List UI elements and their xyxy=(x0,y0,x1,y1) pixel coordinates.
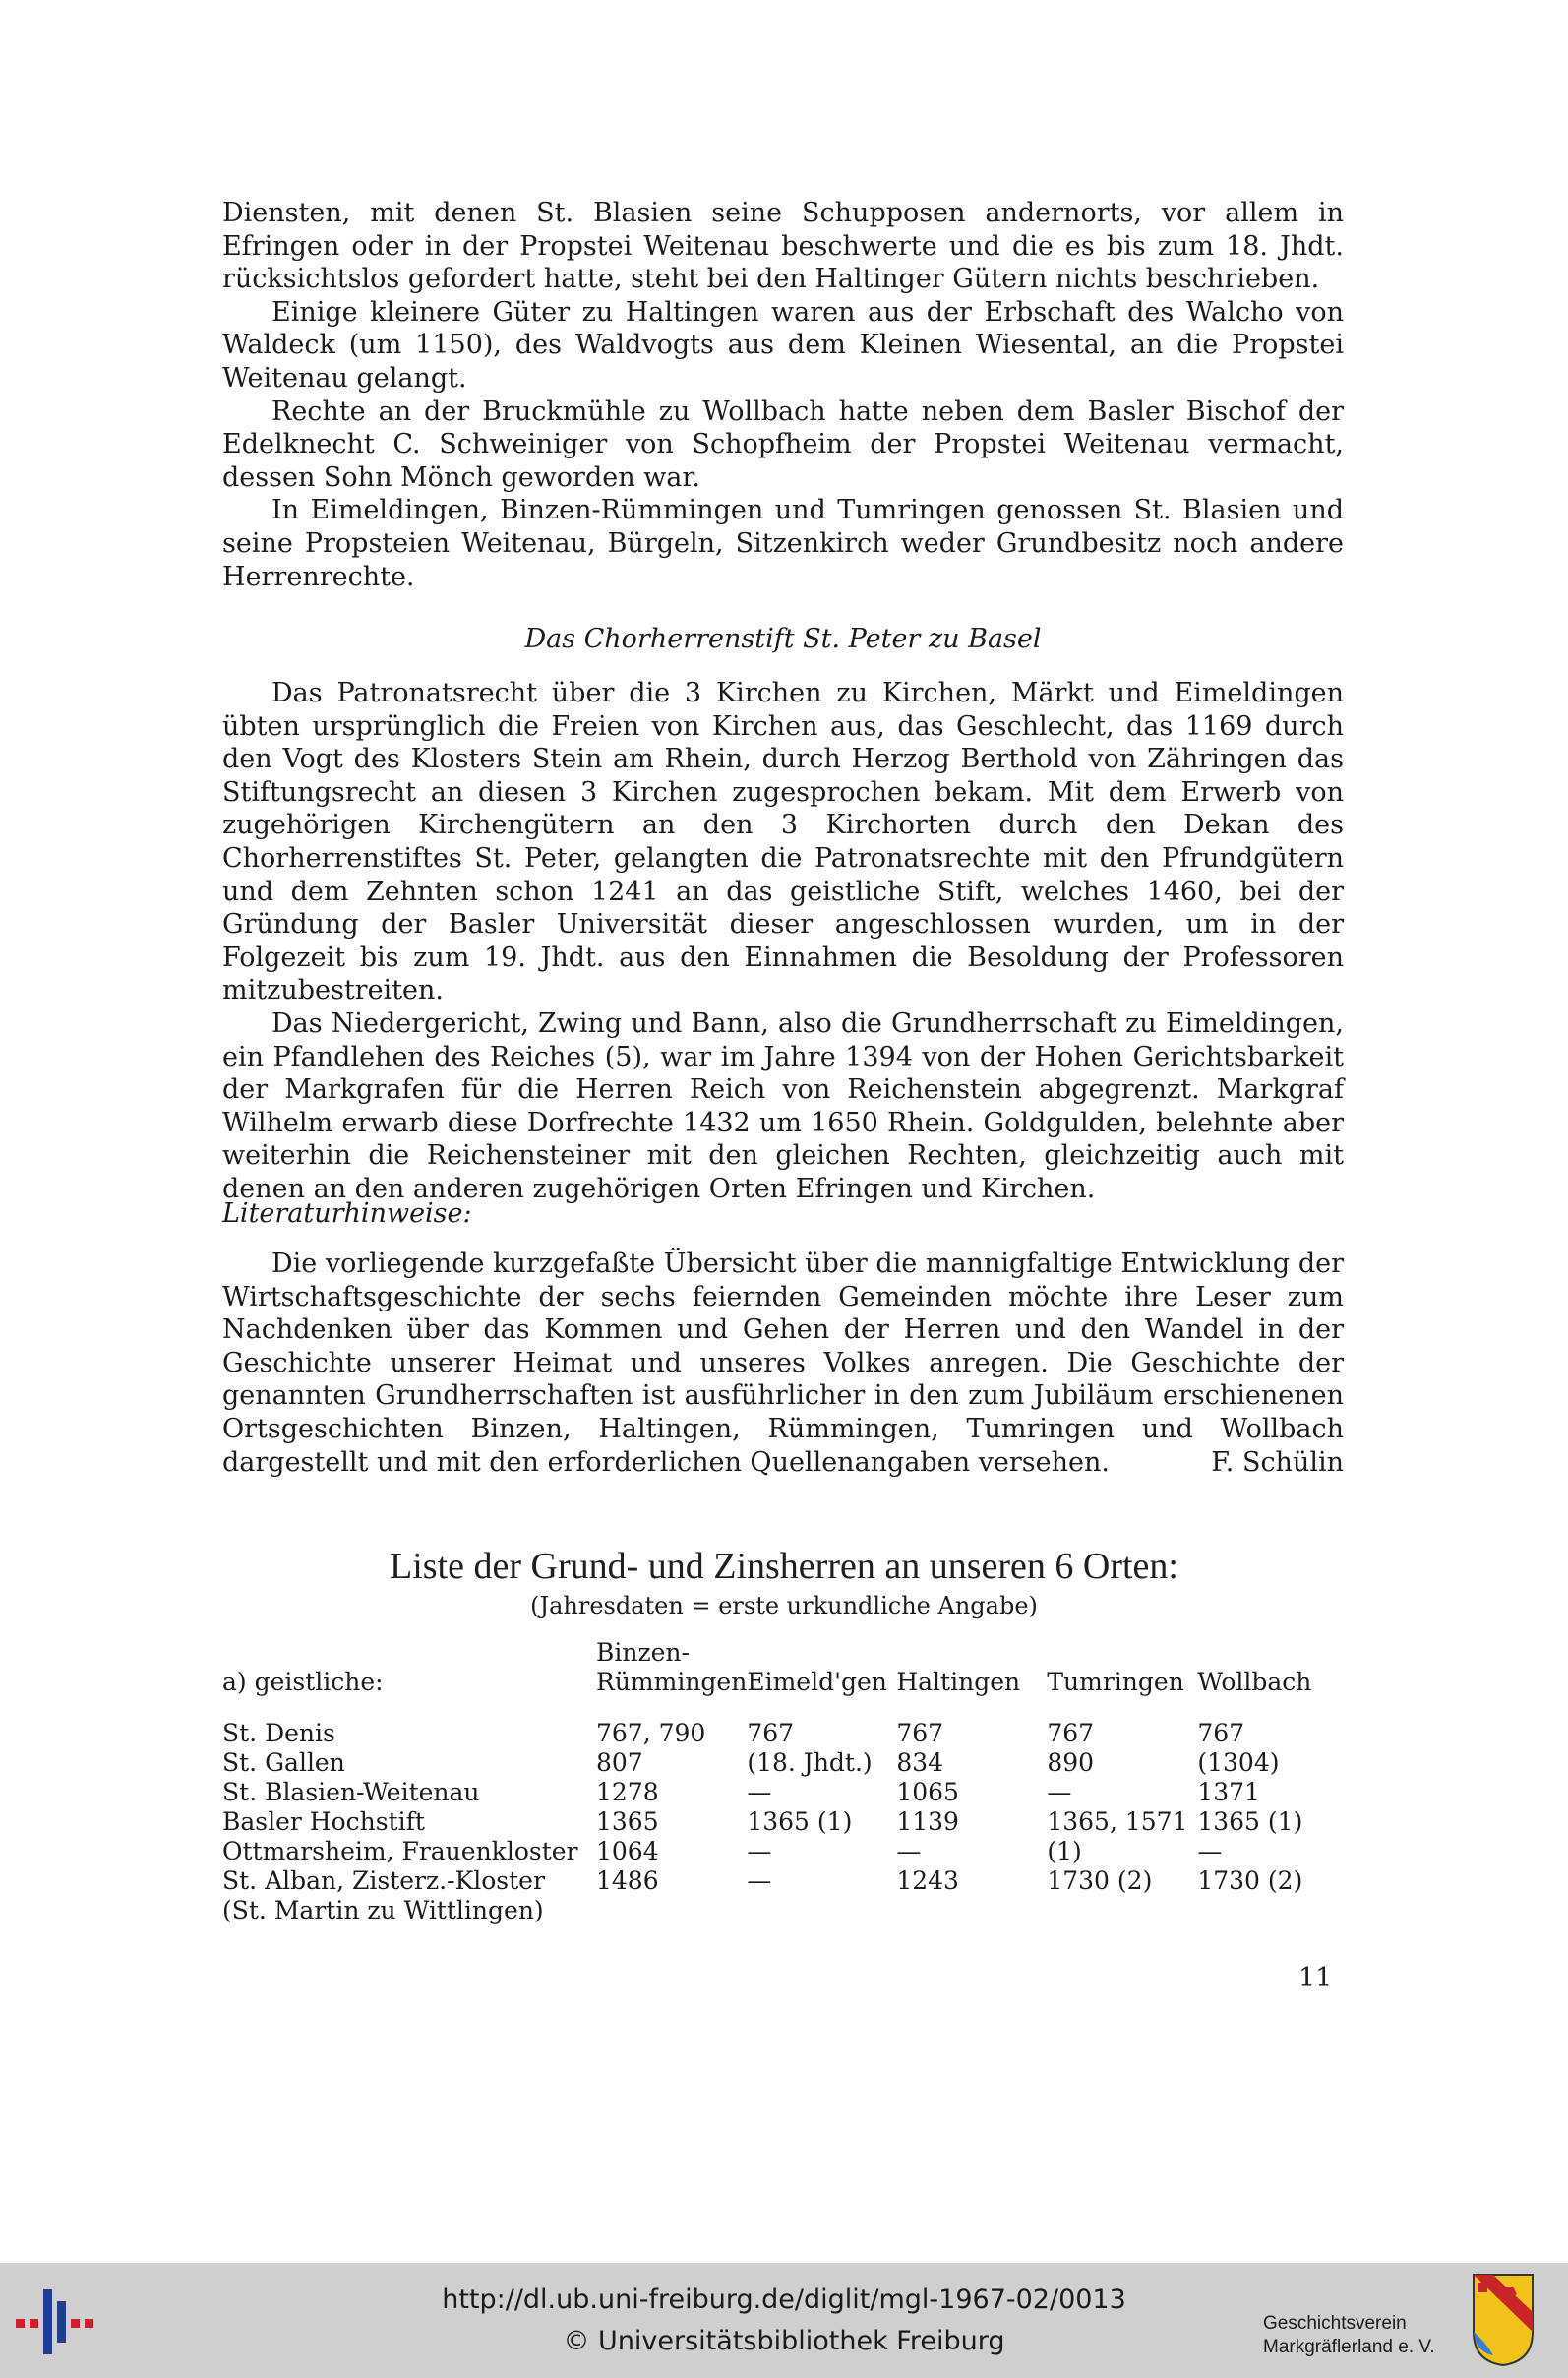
table-cell: 1730 (2) xyxy=(1197,1866,1303,1895)
table-cell: 767 xyxy=(747,1719,795,1747)
coat-of-arms-icon xyxy=(1472,2273,1535,2367)
table-row xyxy=(222,1719,1345,1748)
column-header: Eimeld'gen xyxy=(747,1668,887,1696)
table-cell: 1065 xyxy=(896,1778,959,1806)
grundherren-table xyxy=(222,1638,1345,1925)
table-cell: St. Gallen xyxy=(222,1748,345,1777)
table-cell: 1243 xyxy=(896,1866,959,1895)
paragraph: Das Patronatsrecht über die 3 Kirchen zu Kirchen, Märkt und Eimeldingen übten ursprünglich die Freien von Kirchen aus, das Geschlecht, das 1169 durch den Vogt des Klosters Stein am Rhein, durch Herzog Berthold von Zähringen das Stiftungsrecht an diesen 3 Kirchen zugesprochen bekam. Mit dem Erwerb von zugehörigen Kirchengütern an den 3 Kirchorten durch den Dekan des Chorherrenstiftes St. Peter, gelangten die Patronatsrechte mit den Pfrundgütern und dem Zehnten schon 1241 an das geistliche Stift, welches 1460, bei der Gründung der Basler Universität dieser angeschlossen wurden, um in der Folgezeit bis zum 19. Jhdt. aus den Einnahmen die Besoldung der Professoren mitzubestreiten. xyxy=(222,678,1344,1006)
section-heading-chorherrenstift: Das Chorherrenstift St. Peter zu Basel xyxy=(524,624,1042,654)
table-cell: 1371 xyxy=(1197,1778,1260,1806)
table-row xyxy=(222,1748,1345,1778)
literature-heading: Literaturhinweise: xyxy=(222,1198,472,1229)
paragraph: Das Niedergericht, Zwing und Bann, also die Grundherrschaft zu Eimeldingen, ein Pfandlehen des Reiches (5), war im Jahre 1394 von der Hohen Gerichtsbarkeit der Markgrafen für die Herren Reich von Reichenstein abgegrenzt. Markgraf Wilhelm erwarb diese Dorfrechte 1432 um 1650 Rhein. Goldgulden, belehnte aber weiterhin die Reichensteiner mit den gleichen Rechten, gleichzeitig auch mit denen an den anderen zugehörigen Orten Efringen und Kirchen. xyxy=(222,1007,1344,1204)
table-cell: 1139 xyxy=(896,1807,959,1836)
verein-line: Geschichtsverein xyxy=(1263,2313,1407,2334)
table-cell: 1278 xyxy=(596,1778,659,1806)
paragraph: Rechte an der Bruckmühle zu Wollbach hatte neben dem Basler Bischof der Edelknecht C. Schweiniger von Schopfheim der Propstei Weitenau vermacht, dessen Sohn Mönch geworden war. xyxy=(222,396,1344,493)
paragraph: Einige kleinere Güter zu Haltingen waren aus der Erbschaft des Walcho von Waldeck (um 1150), des Waldvogts aus dem Kleinen Wiesental, an die Propstei Weitenau gelangt. xyxy=(222,296,1344,394)
table-cell: (18. Jhdt.) xyxy=(747,1748,873,1777)
table-cell: 890 xyxy=(1047,1748,1095,1777)
table-cell: 1365, 1571 xyxy=(1047,1807,1188,1836)
column-header: Tumringen xyxy=(1047,1668,1184,1696)
paragraph: Diensten, mit denen St. Blasien seine Schupposen andernorts, vor allem in Efringen oder in der Propstei Weitenau beschwerte und die es bis zum 18. Jhdt. rücksichtslos gefordert hatte, steht bei den Haltinger Gütern nichts beschrieben. xyxy=(222,198,1344,295)
paragraph: In Eimeldingen, Binzen-Rümmingen und Tumringen genossen St. Blasien und seine Propsteien Weitenau, Bürgeln, Sitzenkirch weder Grundbesitz noch andere Herrenrechte. xyxy=(222,495,1344,592)
footer-bar xyxy=(0,2263,1568,2378)
table-row xyxy=(222,1807,1345,1837)
table-cell: 1365 (1) xyxy=(747,1807,853,1836)
table-cell: 767 xyxy=(1197,1719,1245,1747)
table-cell: 767 xyxy=(1047,1719,1095,1747)
literature-paragraph: Die vorliegende kurzgefaßte Übersicht über die mannigfaltige Entwicklung der Wirtschaftsgeschichte der sechs feiernden Gemeinden möchte ihre Leser zum Nachdenken über das Kommen und Gehen der Herren und den Wandel in der Geschichte unserer Heimat und unseres Volkes anregen. Die Geschichte der genannten Grundherrschaften ist ausführlicher in den zum Jubiläum erschienenen Ortsgeschichten Binzen, Haltingen, Rümmingen, Tumringen und Wollbach dargestellt und mit den erforderlichen Quellenangaben versehen. xyxy=(222,1249,1344,1478)
table-cell: 767 xyxy=(896,1719,944,1747)
table-cell: — xyxy=(1197,1837,1223,1865)
table-cell: (1304) xyxy=(1197,1748,1280,1777)
table-cell: 1730 (2) xyxy=(1047,1866,1153,1895)
footer-url-link[interactable]: http://dl.ub.uni-freiburg.de/diglit/mgl-1967-02/0013 xyxy=(442,2285,1126,2315)
table-cell: — xyxy=(747,1837,772,1865)
footer-verein-name xyxy=(1263,2312,1435,2359)
table-cell: 807 xyxy=(596,1748,643,1777)
table-cell: — xyxy=(747,1866,772,1895)
table-row xyxy=(222,1778,1345,1807)
signature: F. Schülin xyxy=(1211,1446,1344,1478)
table-cell: Ottmarsheim, Frauenkloster xyxy=(222,1837,578,1865)
table-cell: (1) xyxy=(1047,1837,1082,1865)
column-header: Binzen- Rümmingen xyxy=(596,1638,748,1696)
table-cell: 1365 (1) xyxy=(1197,1807,1303,1836)
section-label: a) geistliche: xyxy=(222,1668,384,1696)
table-row xyxy=(222,1866,1345,1896)
table-cell: St. Alban, Zisterz.-Kloster xyxy=(222,1866,545,1895)
page-number: 11 xyxy=(1298,1963,1333,1993)
table-cell: — xyxy=(1047,1778,1072,1806)
list-subtitle: (Jahresdaten = erste urkundliche Angabe) xyxy=(530,1592,1038,1619)
column-header: Haltingen xyxy=(896,1668,1021,1696)
table-cell: — xyxy=(747,1778,772,1806)
table-header-row xyxy=(222,1638,1345,1697)
section-st-blasien-text xyxy=(222,197,1344,593)
table-cell: — xyxy=(896,1837,922,1865)
column-header: Wollbach xyxy=(1197,1668,1312,1696)
literature-text xyxy=(222,1248,1344,1479)
table-cell: 834 xyxy=(896,1748,944,1777)
list-title: Liste der Grund- und Zinsherren an unseren 6 Orten: xyxy=(390,1546,1178,1587)
table-cell: St. Blasien-Weitenau xyxy=(222,1778,480,1806)
table-cell: 1064 xyxy=(596,1837,659,1865)
table-cell: Basler Hochstift xyxy=(222,1807,425,1836)
table-cell: 1486 xyxy=(596,1866,659,1895)
verein-line: Markgräflerland e. V. xyxy=(1263,2337,1435,2357)
table-cell: 1365 xyxy=(596,1807,659,1836)
table-cell: 767, 790 xyxy=(596,1719,706,1747)
table-cell: St. Denis xyxy=(222,1719,335,1747)
table-row xyxy=(222,1896,1345,1925)
footer-copyright: © Universitätsbibliothek Freiburg xyxy=(563,2326,1005,2356)
table-row xyxy=(222,1837,1345,1866)
table-cell: (St. Martin zu Wittlingen) xyxy=(222,1896,544,1924)
section-chorherrenstift-text xyxy=(222,677,1344,1206)
